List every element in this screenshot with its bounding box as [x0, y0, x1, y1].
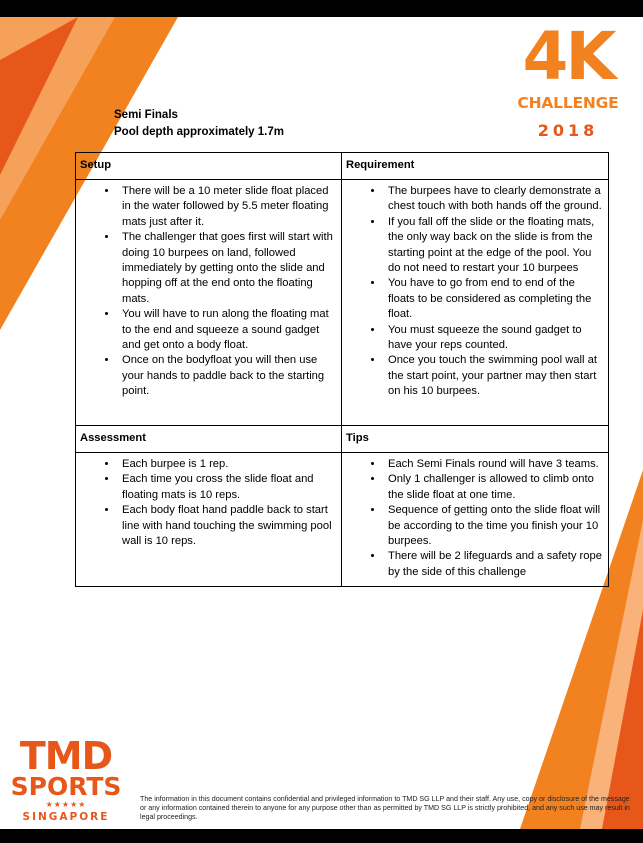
- logo-4k-text: 4K: [522, 18, 614, 95]
- logo-tmd-text: TMD: [19, 734, 113, 778]
- assessment-list: [80, 457, 337, 549]
- 4k-challenge-logo: [503, 18, 633, 148]
- list-item: • There will be 2 lifeguards and a safety rope by the side of this challenge: [384, 549, 604, 580]
- heading-round: Semi Finals: [114, 109, 178, 121]
- assessment-header: Assessment: [76, 426, 342, 453]
- list-item: • You have to go from end to end of the floats to be considered as completing the float.: [384, 276, 604, 322]
- confidentiality-footer: The information in this document contains confidential and privileged information to TMD SG LLP and their staff. Any use, copy or disclosure of the message or any information contained therein to anyone for any purpose other than as permitted by TMD SG LLP is strictly prohibited, and any such use may result in legal proceedings.: [140, 795, 630, 822]
- list-item: • You must squeeze the sound gadget to have your reps counted.: [384, 323, 604, 354]
- list-item: • There will be a 10 meter slide float placed in the water followed by 5.5 meter floating mats just after it.: [118, 184, 337, 230]
- list-item: • Sequence of getting onto the slide float will be according to the time you finish your 10 burpees.: [384, 503, 604, 549]
- logo-sports-text: SPORTS: [10, 772, 122, 801]
- tips-header: Tips: [342, 426, 609, 453]
- list-item: • Only 1 challenger is allowed to climb onto the slide float at one time.: [384, 472, 604, 503]
- list-item: • The burpees have to clearly demonstrate a chest touch with both hands off the ground.: [384, 184, 604, 215]
- setup-list: [80, 184, 337, 400]
- bottom-black-bar: [0, 829, 643, 843]
- tips-cell: [342, 453, 609, 587]
- list-item: • Once you touch the swimming pool wall at the start point, your partner may then start on his 10 burpees.: [384, 353, 604, 399]
- challenge-table: [75, 152, 609, 587]
- list-item: • The challenger that goes first will start with doing 10 burpees on land, followed immediately by getting onto the slide and hopping off at the end onto the floating mats.: [118, 230, 337, 307]
- logo-stars: ★★★★★: [45, 800, 87, 809]
- setup-cell: [76, 180, 342, 426]
- list-item: • You will have to run along the floating mat to the end and squeeze a sound gadget and get onto a body float.: [118, 307, 337, 353]
- logo-challenge-text: CHALLENGE: [517, 94, 619, 112]
- list-item: • Each body float hand paddle back to start line with hand touching the swimming pool wall is 10 reps.: [118, 503, 337, 549]
- tmd-sports-logo: [10, 736, 122, 828]
- setup-header: Setup: [76, 153, 342, 180]
- document-heading: [114, 107, 284, 141]
- heading-pool-depth: Pool depth approximately 1.7m: [114, 126, 284, 138]
- list-item: • Each Semi Finals round will have 3 teams.: [384, 457, 604, 472]
- tips-list: [346, 457, 604, 580]
- list-item: • Each time you cross the slide float and floating mats is 10 reps.: [118, 472, 337, 503]
- logo-singapore-text: SINGAPORE: [22, 811, 110, 823]
- list-item: • If you fall off the slide or the floating mats, the only way back on the slide is from the starting point at the edge of the pool. You do not need to restart your 10 burpees: [384, 215, 604, 277]
- list-item: • Each burpee is 1 rep.: [118, 457, 337, 472]
- requirement-list: [346, 184, 604, 400]
- list-item: • Once on the bodyfloat you will then use your hands to paddle back to the starting point.: [118, 353, 337, 399]
- requirement-cell: [342, 180, 609, 426]
- assessment-cell: [76, 453, 342, 587]
- requirement-header: Requirement: [342, 153, 609, 180]
- logo-year-text: 2018: [537, 121, 599, 140]
